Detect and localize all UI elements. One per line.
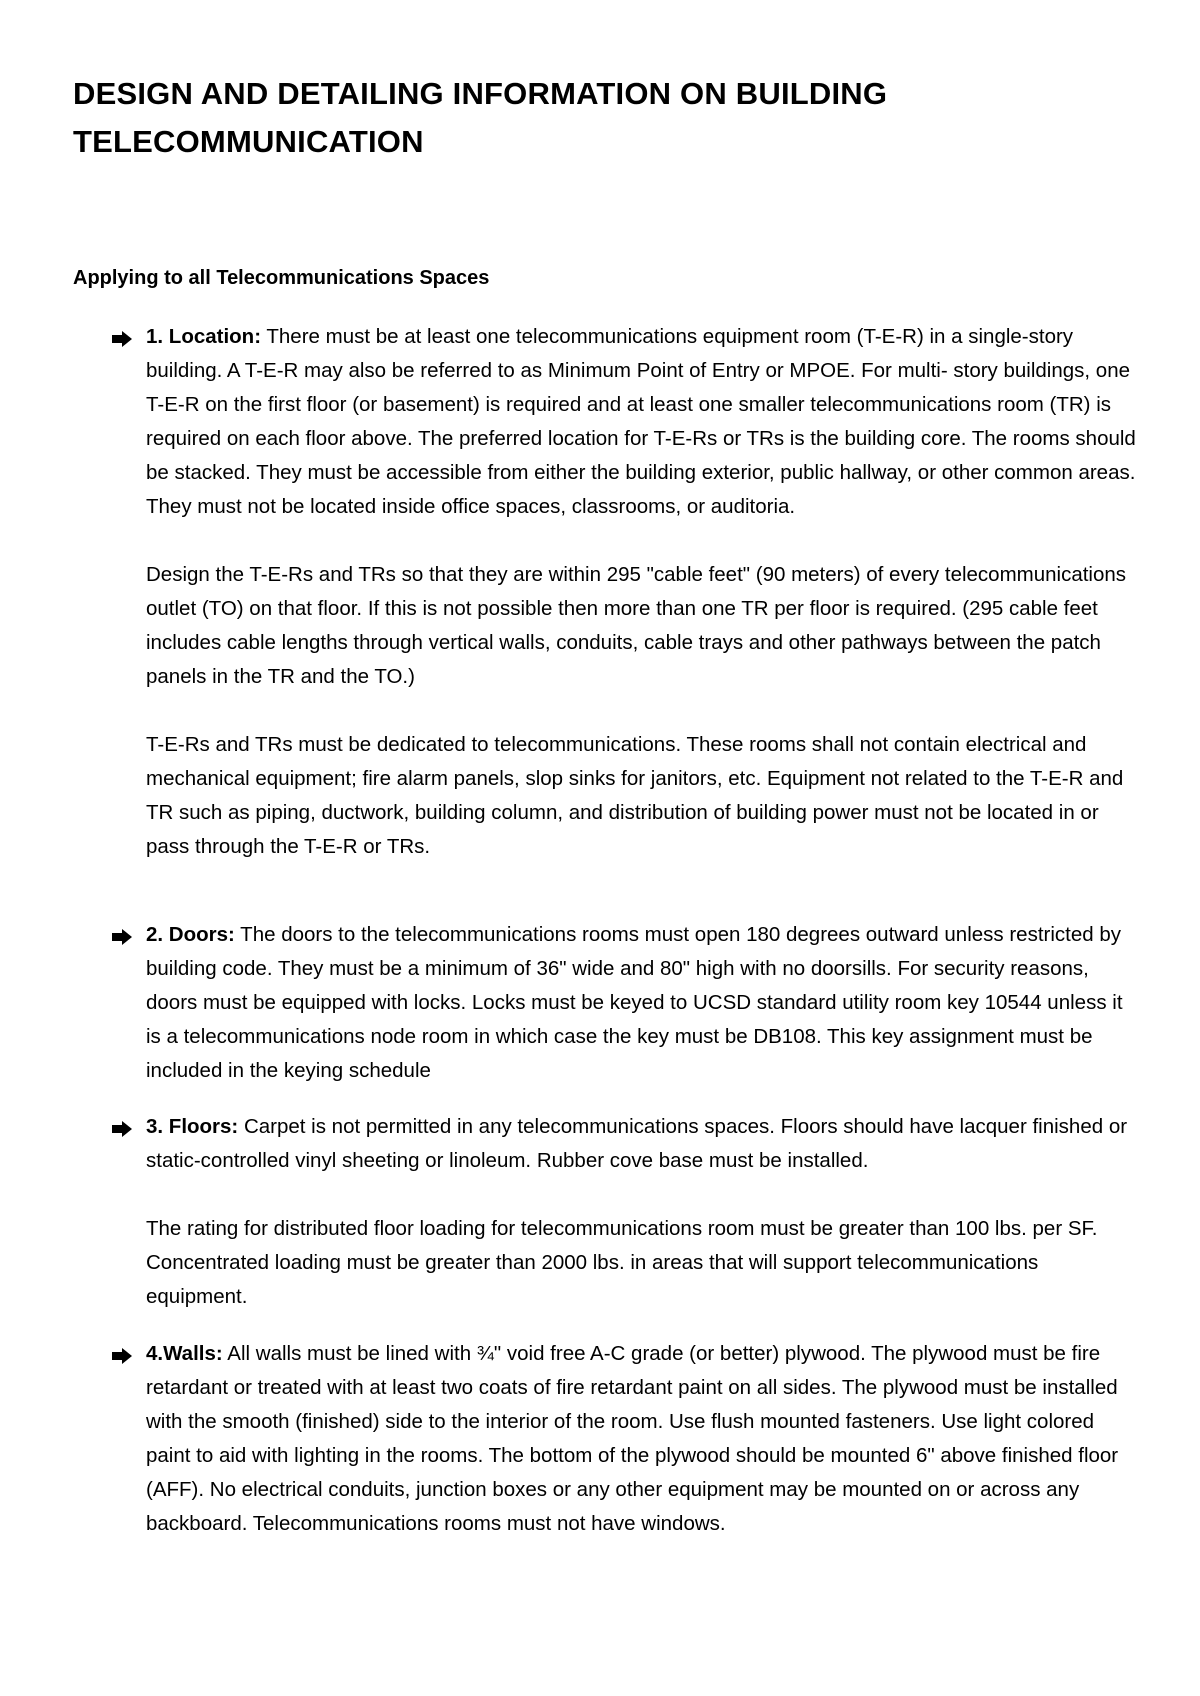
item-text: All walls must be lined with ¾" void free A-C grade (or better) plywood. The plywood must be fire retardant or treated with at least two coats of fire retardant paint on all sides. The plywood must be installed with the smooth (finished) side to the interior of the room. Use flush mounted fasteners. Use light colored paint to aid with lighting in the rooms. The bottom of the plywood should be mounted 6" above finished floor (AFF). No electrical conduits, junction boxes or any other equipment may be mounted on or across any backboard. Telecommunications rooms must not have windows. (146, 1342, 1119, 1535)
paragraph: T-E-Rs and TRs must be dedicated to telecommunications. These rooms shall not contain electrical and mechanical equipment; fire alarm panels, slop sinks for janitors, etc. Equipment not related to the T-E-R and TR such as piping, ductwork, building column, and distribution of building power must not be located in or pass through the T-E-R or TRs. (146, 733, 1124, 858)
right-arrow-icon (112, 1348, 134, 1368)
paragraph (146, 1337, 1136, 1541)
item-text: There must be at least one telecommunications equipment room (T-E-R) in a single-story building. A T-E-R may also be referred to as Minimum Point of Entry or MPOE. For multi- story buildings, one T-E-R on the first floor (or basement) is required and at least one smaller telecommunications room (TR) is required on each floor above. The preferred location for T-E-Rs or TRs is the building core. The rooms should be stacked. They must be accessible from either the building exterior, public hallway, or other common areas. They must not be located inside office spaces, classrooms, or auditoria. (146, 325, 1136, 518)
item-label: 4.Walls: (146, 1342, 223, 1365)
paragraph: The rating for distributed floor loading for telecommunications room must be greater than 100 lbs. per SF. Concentrated loading must be greater than 2000 lbs. in areas that will support telecommunications equipment. (146, 1217, 1098, 1308)
paragraph (146, 918, 1136, 1088)
right-arrow-icon (112, 929, 134, 949)
paragraph (146, 1110, 1136, 1178)
item-label: 3. Floors: (146, 1115, 239, 1138)
section-heading: Applying to all Telecommunications Spaces (73, 267, 490, 289)
list-item-doors (146, 918, 1136, 1088)
paragraph: Design the T-E-Rs and TRs so that they are within 295 "cable feet" (90 meters) of every telecommunications outlet (TO) on that floor. If this is not possible then more than one TR per floor is required. (295 cable feet includes cable lengths through vertical walls, conduits, cable trays and other pathways between the patch panels in the TR and the TO.) (146, 563, 1127, 688)
item-text: The doors to the telecommunications rooms must open 180 degrees outward unless restricted by building code. They must be a minimum of 36" wide and 80" high with no doorsills. For security reasons, doors must be equipped with locks. Locks must be keyed to UCSD standard utility room key 10544 unless it is a telecommunications node room in which case the key must be DB108. This key assignment must be included in the keying schedule (146, 923, 1123, 1082)
item-label: 2. Doors: (146, 923, 235, 946)
list-item-floors (146, 1110, 1136, 1314)
paragraph (146, 320, 1136, 524)
list-item-location (146, 320, 1136, 864)
right-arrow-icon (112, 1121, 134, 1141)
item-text: Carpet is not permitted in any telecommunications spaces. Floors should have lacquer finished or static-controlled vinyl sheeting or linoleum. Rubber cove base must be installed. (146, 1115, 1128, 1172)
item-label: 1. Location: (146, 325, 262, 348)
right-arrow-icon (112, 331, 134, 351)
list-item-walls (146, 1337, 1136, 1541)
document-title: DESIGN AND DETAILING INFORMATION ON BUILDING TELECOMMUNICATION (73, 76, 888, 159)
